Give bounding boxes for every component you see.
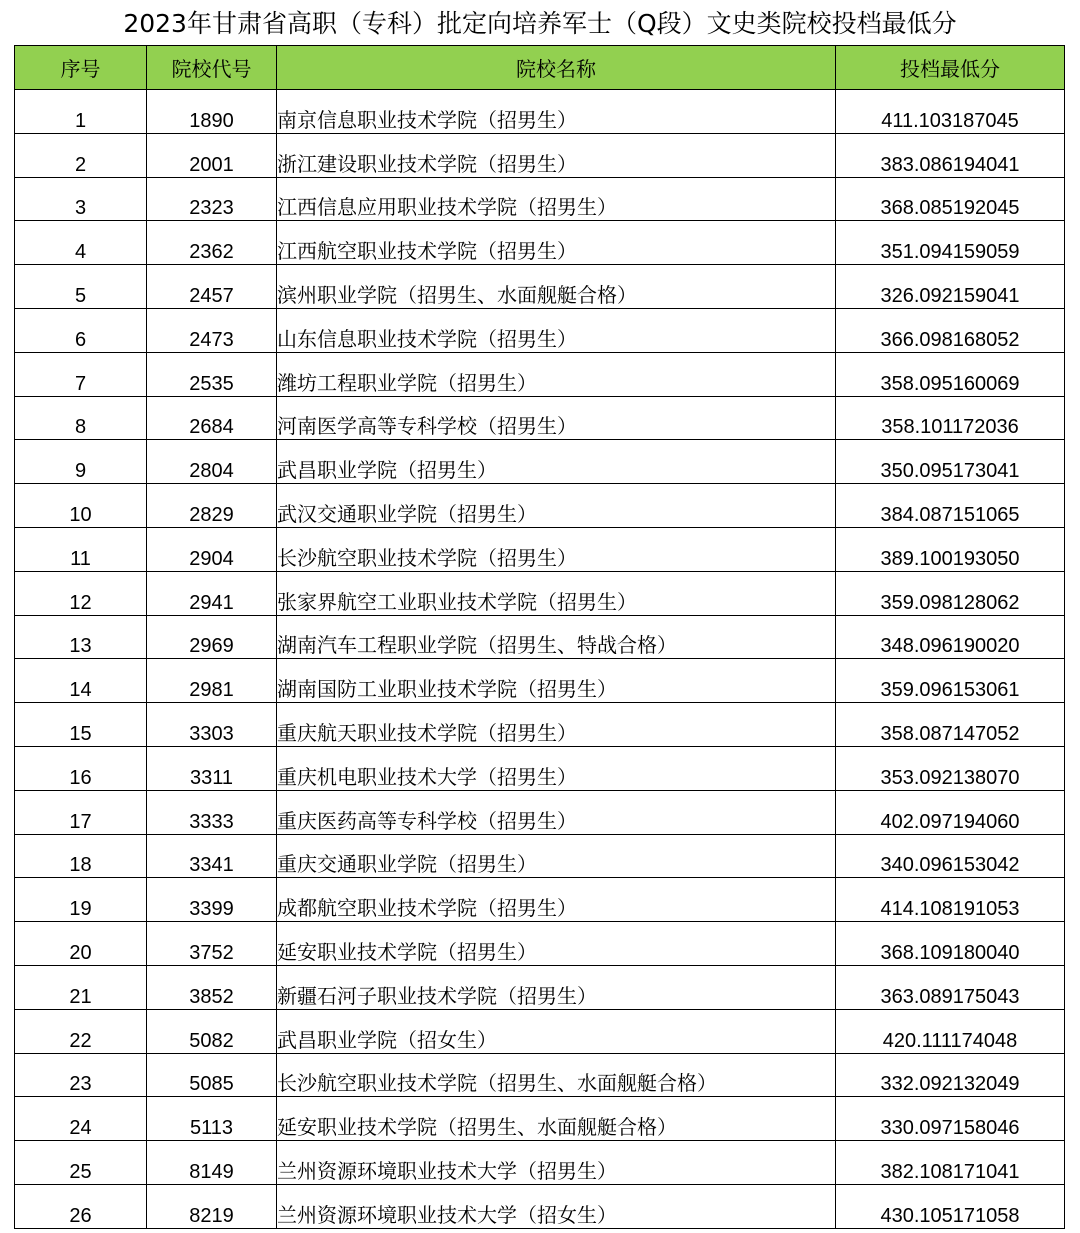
cell-code: 3303 (147, 703, 277, 747)
table-row (15, 352, 1065, 396)
cell-min-score: 383.086194041 (836, 133, 1065, 177)
cell-code: 2457 (147, 265, 277, 309)
table-row (15, 878, 1065, 922)
cell-code: 8219 (147, 1184, 277, 1228)
cell-code: 2969 (147, 615, 277, 659)
cell-school-name: 武汉交通职业学院（招男生） (277, 484, 836, 528)
cell-code: 2535 (147, 352, 277, 396)
cell-index: 8 (15, 396, 147, 440)
table-row (15, 1009, 1065, 1053)
cell-min-score: 358.095160069 (836, 352, 1065, 396)
cell-min-score: 350.095173041 (836, 440, 1065, 484)
cell-index: 25 (15, 1141, 147, 1185)
cell-school-name: 重庆交通职业学院（招男生） (277, 834, 836, 878)
cell-school-name: 江西航空职业技术学院（招男生） (277, 221, 836, 265)
cell-code: 2684 (147, 396, 277, 440)
cell-min-score: 340.096153042 (836, 834, 1065, 878)
header-index: 序号 (15, 46, 147, 90)
cell-code: 3311 (147, 746, 277, 790)
table-row (15, 1184, 1065, 1228)
table-row (15, 746, 1065, 790)
cell-school-name: 重庆医药高等专科学校（招男生） (277, 790, 836, 834)
table-row (15, 221, 1065, 265)
cell-index: 11 (15, 527, 147, 571)
table-row (15, 965, 1065, 1009)
table-header-row (15, 46, 1065, 90)
cell-min-score: 330.097158046 (836, 1097, 1065, 1141)
table-row (15, 484, 1065, 528)
page-title: 2023年甘肃省高职（专科）批定向培养军士（Q段）文史类院校投档最低分 (123, 9, 957, 38)
cell-code: 2904 (147, 527, 277, 571)
cell-min-score: 366.098168052 (836, 308, 1065, 352)
cell-index: 15 (15, 703, 147, 747)
table-row (15, 396, 1065, 440)
cell-min-score: 332.092132049 (836, 1053, 1065, 1097)
cell-code: 2323 (147, 177, 277, 221)
cell-school-name: 新疆石河子职业技术学院（招男生） (277, 965, 836, 1009)
cell-min-score: 358.101172036 (836, 396, 1065, 440)
cell-school-name: 山东信息职业技术学院（招男生） (277, 308, 836, 352)
cell-index: 1 (15, 90, 147, 134)
cell-school-name: 成都航空职业技术学院（招男生） (277, 878, 836, 922)
table-body (15, 90, 1065, 1229)
cell-min-score: 368.085192045 (836, 177, 1065, 221)
cell-min-score: 358.087147052 (836, 703, 1065, 747)
cell-index: 22 (15, 1009, 147, 1053)
table-row (15, 90, 1065, 134)
cell-index: 6 (15, 308, 147, 352)
cell-code: 2473 (147, 308, 277, 352)
cell-code: 2804 (147, 440, 277, 484)
cell-index: 12 (15, 571, 147, 615)
table-row (15, 834, 1065, 878)
cell-school-name: 河南医学高等专科学校（招男生） (277, 396, 836, 440)
cell-code: 3341 (147, 834, 277, 878)
cell-min-score: 368.109180040 (836, 922, 1065, 966)
cell-min-score: 363.089175043 (836, 965, 1065, 1009)
table-row (15, 790, 1065, 834)
table-row (15, 703, 1065, 747)
cell-code: 3333 (147, 790, 277, 834)
cell-school-name: 兰州资源环境职业技术大学（招男生） (277, 1141, 836, 1185)
cell-index: 24 (15, 1097, 147, 1141)
cell-school-name: 湖南汽车工程职业学院（招男生、特战合格） (277, 615, 836, 659)
cell-school-name: 武昌职业学院（招女生） (277, 1009, 836, 1053)
cell-school-name: 湖南国防工业职业技术学院（招男生） (277, 659, 836, 703)
cell-min-score: 359.096153061 (836, 659, 1065, 703)
cell-min-score: 359.098128062 (836, 571, 1065, 615)
cell-min-score: 353.092138070 (836, 746, 1065, 790)
cell-code: 5085 (147, 1053, 277, 1097)
cell-code: 3399 (147, 878, 277, 922)
cell-index: 20 (15, 922, 147, 966)
cell-index: 5 (15, 265, 147, 309)
cell-index: 16 (15, 746, 147, 790)
cell-code: 2001 (147, 133, 277, 177)
cell-min-score: 402.097194060 (836, 790, 1065, 834)
cell-school-name: 潍坊工程职业学院（招男生） (277, 352, 836, 396)
cell-min-score: 384.087151065 (836, 484, 1065, 528)
cell-min-score: 420.111174048 (836, 1009, 1065, 1053)
cell-school-name: 兰州资源环境职业技术大学（招女生） (277, 1184, 836, 1228)
cell-min-score: 351.094159059 (836, 221, 1065, 265)
cell-min-score: 411.103187045 (836, 90, 1065, 134)
cell-index: 14 (15, 659, 147, 703)
cell-index: 19 (15, 878, 147, 922)
cell-code: 2981 (147, 659, 277, 703)
cell-code: 1890 (147, 90, 277, 134)
table-row (15, 571, 1065, 615)
cell-min-score: 382.108171041 (836, 1141, 1065, 1185)
cell-code: 3852 (147, 965, 277, 1009)
cell-school-name: 长沙航空职业技术学院（招男生、水面舰艇合格） (277, 1053, 836, 1097)
cell-school-name: 重庆航天职业技术学院（招男生） (277, 703, 836, 747)
cell-school-name: 江西信息应用职业技术学院（招男生） (277, 177, 836, 221)
cell-code: 5113 (147, 1097, 277, 1141)
cell-index: 2 (15, 133, 147, 177)
cell-min-score: 414.108191053 (836, 878, 1065, 922)
cell-school-name: 滨州职业学院（招男生、水面舰艇合格） (277, 265, 836, 309)
cell-index: 18 (15, 834, 147, 878)
table-row (15, 440, 1065, 484)
cell-index: 9 (15, 440, 147, 484)
header-name: 院校名称 (277, 46, 836, 90)
cell-code: 2362 (147, 221, 277, 265)
table-row (15, 659, 1065, 703)
table-row (15, 265, 1065, 309)
table-row (15, 1141, 1065, 1185)
table-row (15, 615, 1065, 659)
cell-code: 2941 (147, 571, 277, 615)
cell-index: 10 (15, 484, 147, 528)
cell-school-name: 延安职业技术学院（招男生） (277, 922, 836, 966)
cell-school-name: 重庆机电职业技术大学（招男生） (277, 746, 836, 790)
cell-school-name: 张家界航空工业职业技术学院（招男生） (277, 571, 836, 615)
cell-code: 8149 (147, 1141, 277, 1185)
cell-min-score: 430.105171058 (836, 1184, 1065, 1228)
cell-school-name: 延安职业技术学院（招男生、水面舰艇合格） (277, 1097, 836, 1141)
cell-school-name: 浙江建设职业技术学院（招男生） (277, 133, 836, 177)
cell-index: 7 (15, 352, 147, 396)
cell-code: 2829 (147, 484, 277, 528)
cell-school-name: 武昌职业学院（招男生） (277, 440, 836, 484)
admission-score-table (14, 45, 1065, 1229)
table-row (15, 1053, 1065, 1097)
table-row (15, 308, 1065, 352)
cell-index: 21 (15, 965, 147, 1009)
table-row (15, 1097, 1065, 1141)
cell-min-score: 389.100193050 (836, 527, 1065, 571)
cell-index: 26 (15, 1184, 147, 1228)
cell-index: 13 (15, 615, 147, 659)
cell-index: 4 (15, 221, 147, 265)
table-row (15, 922, 1065, 966)
header-score: 投档最低分 (836, 46, 1065, 90)
cell-code: 5082 (147, 1009, 277, 1053)
cell-code: 3752 (147, 922, 277, 966)
table-row (15, 133, 1065, 177)
table-row (15, 177, 1065, 221)
cell-school-name: 南京信息职业技术学院（招男生） (277, 90, 836, 134)
header-code: 院校代号 (147, 46, 277, 90)
table-row (15, 527, 1065, 571)
cell-index: 3 (15, 177, 147, 221)
cell-index: 17 (15, 790, 147, 834)
cell-min-score: 348.096190020 (836, 615, 1065, 659)
cell-index: 23 (15, 1053, 147, 1097)
cell-school-name: 长沙航空职业技术学院（招男生） (277, 527, 836, 571)
cell-min-score: 326.092159041 (836, 265, 1065, 309)
